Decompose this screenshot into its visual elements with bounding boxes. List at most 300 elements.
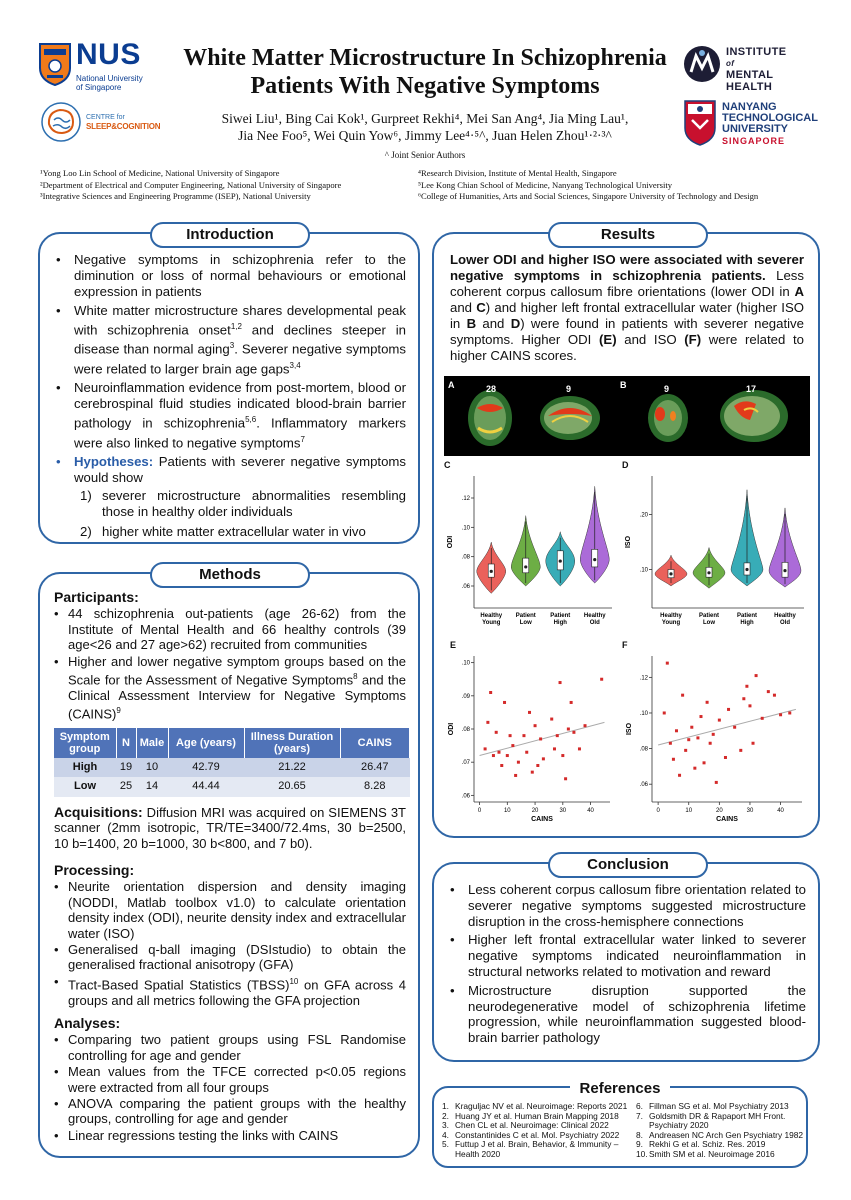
results-text-part: and ISO: [616, 332, 685, 347]
x-tick-label: 30: [746, 808, 754, 814]
figure-panel-e: [444, 638, 620, 824]
scatter-chart-odi: [444, 638, 620, 824]
x-tick-label: 0: [656, 808, 660, 814]
citation: 1,2: [230, 322, 242, 331]
reference-text: Smith SM et al. Neuroimage 2016: [649, 1148, 775, 1159]
x-tick-label: 40: [587, 808, 594, 814]
scatter-chart-iso: [622, 638, 812, 824]
y-tick-label: .10: [461, 525, 470, 532]
table-cell: 19: [116, 758, 136, 777]
table-header: N: [116, 728, 136, 758]
results-text: [450, 252, 804, 364]
demographics-table: [54, 728, 410, 797]
y-tick-label: .20: [639, 512, 648, 519]
intro-bullet: [52, 252, 406, 300]
conclusion-bullet: [446, 882, 806, 929]
violin-median: [783, 569, 786, 572]
x-tick-label: 20: [716, 808, 723, 814]
results-heading: Results: [548, 222, 708, 248]
violin-median: [669, 572, 672, 575]
scatter-point: [755, 674, 758, 677]
x-tick-label: Low: [519, 620, 532, 626]
reference-item: [636, 1112, 804, 1131]
intro-text: Negative symptoms in schizophrenia refer to the diminution or loss of normal behaviours or emotional expression in patients: [74, 252, 406, 299]
panel-label: D: [622, 460, 629, 470]
results-text-part: Less coherent corpus callosum fibre orientations (lower ODI in: [450, 268, 804, 299]
imh-logo-text: MENTAL HEALTH: [726, 69, 774, 93]
table-cell: 21.22: [244, 758, 340, 777]
table-cell: High: [54, 758, 116, 777]
scatter-point: [773, 694, 776, 697]
acquisitions-heading: Acquisitions:: [54, 803, 143, 820]
violin-median: [490, 570, 493, 573]
y-axis-label: ISO: [626, 722, 633, 736]
reference-number: 6.: [636, 1101, 643, 1111]
introduction-heading: Introduction: [150, 222, 310, 248]
nus-logo-subtext: of Singapore: [76, 83, 122, 92]
citation: 3,4: [289, 360, 301, 370]
scatter-point: [486, 721, 489, 724]
methods-bullet: [54, 974, 406, 1008]
scatter-point: [567, 728, 570, 731]
scatter-point: [706, 701, 709, 704]
y-axis-label: ODI: [447, 535, 454, 549]
scatter-point: [693, 767, 696, 770]
sleep-cognition-logo: [40, 100, 180, 148]
methods-bullet: [54, 1032, 406, 1063]
x-tick-label: Old: [589, 620, 600, 626]
affiliation: ⁴Research Division, Institute of Mental Health, Singapore: [418, 168, 617, 178]
methods-bullet: [54, 1128, 406, 1143]
methods-bullet: [54, 606, 406, 652]
scatter-point: [681, 694, 684, 697]
csc-logo-text: SLEEP&COGNITION: [86, 122, 161, 131]
x-tick-label: High: [553, 620, 567, 626]
scatter-point: [542, 757, 545, 760]
table-cell: 26.47: [340, 758, 410, 777]
x-tick-label: 10: [503, 808, 511, 814]
scatter-point: [663, 711, 666, 714]
y-tick-label: .09: [461, 693, 470, 700]
table-header: Symptom group: [54, 728, 116, 758]
table-cell: 8.28: [340, 777, 410, 796]
methods-text: Neurite orientation dispersion and density imaging (NODDI, Matlab toolbox v1.0) to calculate orientation density index (ODI), neurite density index and extracellular water (ISO): [68, 879, 406, 941]
hypotheses-label: Hypotheses:: [74, 453, 154, 469]
citation: 5,6: [245, 415, 257, 425]
x-tick-label: Young: [482, 620, 501, 626]
scatter-point: [666, 662, 669, 665]
author-list: [160, 110, 690, 144]
panel-ref: (F): [684, 332, 702, 347]
methods-text: Higher and lower negative symptom groups based on the Scale for the Assessment of Negative Symptoms: [68, 653, 406, 688]
intro-text: Patients with severer negative symptoms would show: [74, 453, 406, 485]
references-panel: [432, 1080, 808, 1168]
reference-text: Futtup J et al. Brain, Behavior, & Immunity – Health 2020: [455, 1139, 619, 1159]
results-text-part: were related to higher CAINS scores.: [450, 332, 804, 363]
violin-median: [707, 571, 710, 574]
scatter-point: [536, 764, 539, 767]
figure-panel-d: [622, 460, 812, 638]
ntu-logo: [684, 100, 818, 150]
authors-line: Jia Nee Foo⁵, Wei Quin Yow⁶, Jimmy Lee⁴·⁵^, Juan Helen Zhou¹·²·³^: [238, 128, 612, 143]
x-tick-label: Healthy: [660, 613, 682, 619]
intro-bullet-hypotheses: [52, 454, 406, 540]
scatter-point: [495, 731, 498, 734]
methods-panel: [38, 566, 420, 1158]
scatter-point: [748, 704, 751, 707]
x-tick-label: Patient: [550, 613, 571, 619]
ntu-logo-text: UNIVERSITY: [722, 123, 789, 135]
affiliation: ³Integrative Sciences and Engineering Programme (ISEP), National University: [40, 191, 311, 201]
references-column-right: [636, 1102, 804, 1160]
introduction-panel: [38, 226, 420, 544]
scatter-point: [534, 724, 537, 727]
conclusion-bullet: [446, 983, 806, 1046]
scatter-point: [678, 774, 681, 777]
scatter-point: [578, 747, 581, 750]
methods-bullet: [54, 942, 406, 973]
scatter-point: [509, 734, 512, 737]
reference-number: 3.: [442, 1120, 449, 1131]
ntu-logo-text: NANYANG: [722, 101, 777, 113]
conclusion-bullet: [446, 932, 806, 979]
participants-heading: Participants:: [54, 589, 139, 605]
panel-ref: C: [476, 300, 486, 315]
reference-text: Fillman SG et al. Mol Psychiatry 2013: [649, 1101, 789, 1111]
ntu-crest-icon: [684, 100, 716, 146]
scatter-point: [517, 761, 520, 764]
scatter-point: [564, 777, 567, 780]
y-tick-label: .06: [461, 584, 470, 590]
scatter-point: [761, 717, 764, 720]
scatter-point: [522, 734, 525, 737]
y-tick-label: .07: [461, 760, 470, 767]
figure-panel-c: [444, 460, 620, 638]
poster-title: [160, 44, 690, 100]
methods-text: on GFA across 4 groups and all metrics following the GFA projection: [68, 977, 407, 1008]
brain-label: 17: [746, 384, 757, 394]
scatter-point: [600, 678, 603, 681]
hypothesis-text: higher white matter extracellular water in vivo: [102, 523, 366, 539]
table-cell: 44.44: [168, 777, 244, 796]
x-tick-label: 10: [685, 808, 693, 814]
conclusion-text: Higher left frontal extracellular water linked to severer negative symptoms indicated neuroinflammation in structural networks related to motivation and reward: [468, 932, 806, 979]
y-tick-label: .08: [639, 746, 648, 753]
violin-median: [745, 568, 748, 571]
x-tick-label: 30: [559, 808, 567, 814]
violin-median: [524, 565, 527, 568]
hypotheses-list: [74, 488, 406, 540]
table-cell: 20.65: [244, 777, 340, 796]
results-text-part: ) were found in patients with severer negative symptoms. Higher ODI: [450, 316, 804, 347]
brain-label: 9: [566, 384, 572, 394]
x-tick-label: Old: [780, 620, 790, 626]
citation: 8: [353, 672, 358, 682]
brain-label: B: [620, 380, 627, 390]
scatter-point: [584, 724, 587, 727]
methods-bullet: [54, 1096, 406, 1127]
regression-line: [658, 709, 796, 745]
methods-text: 44 schizophrenia out-patients (age 26-62) from the Institute of Mental Health and 66 healthy controls (39 age<26 and 27 age>62) recruited from communities: [68, 606, 406, 653]
hypothesis-number: 1): [80, 487, 92, 503]
conclusion-text: Microstructure disruption supported the neurodegenerative model of schizophrenia lifetime progression, while neuroinflammation suggested blood-brain barrier pathology: [468, 982, 806, 1046]
scatter-point: [718, 719, 721, 722]
scatter-point: [779, 713, 782, 716]
reference-text: Huang JY et al. Human Brain Mapping 2018: [455, 1110, 619, 1121]
x-tick-label: High: [740, 620, 754, 626]
panel-label: C: [444, 460, 451, 470]
x-axis-label: CAINS: [531, 816, 553, 823]
methods-text: Comparing two patient groups using FSL Randomise controlling for age and gender: [68, 1032, 406, 1063]
imh-logo: [682, 42, 812, 92]
scatter-point: [559, 681, 562, 684]
x-tick-label: 20: [531, 808, 539, 814]
scatter-point: [506, 754, 509, 757]
scatter-point: [572, 731, 575, 734]
scatter-point: [489, 691, 492, 694]
results-lead: Lower ODI and higher ISO were associated with severer negative symptoms in schizophrenia patients.: [450, 252, 804, 283]
results-text-part: ) and higher left frontal extracellular water (higher ISO in: [450, 300, 804, 331]
reference-number: 8.: [636, 1129, 643, 1140]
scatter-point: [525, 751, 528, 754]
methods-text: ANOVA comparing the patient groups with the healthy groups, controlling for age and gender: [68, 1095, 406, 1127]
citation: 3: [229, 341, 235, 351]
x-axis-label: CAINS: [716, 816, 738, 823]
y-axis-label: ISO: [625, 535, 632, 549]
scatter-point: [752, 742, 755, 745]
title-line: Patients With Negative Symptoms: [250, 73, 600, 99]
ntu-logo-text: SINGAPORE: [722, 136, 786, 146]
hypothesis-text: severer microstructure abnormalities resembling those in healthy older individuals: [102, 487, 406, 519]
ntu-logo-text: TECHNOLOGICAL: [722, 112, 818, 124]
affiliation: ⁶College of Humanities, Arts and Social Sciences, Singapore University of Technology and Design: [418, 191, 759, 201]
intro-text: and declines steeper in disease than normal aging: [74, 322, 407, 357]
intro-text: . Inflammatory markers were also linked to negative symptoms: [74, 415, 406, 450]
intro-bullet: [52, 303, 406, 377]
conclusion-text: Less coherent corpus callosum fibre orientation related to severer negative symptoms suggested microstructure disruption in the cross-hemisphere connections: [468, 882, 806, 929]
conclusion-body: [446, 882, 806, 1049]
x-tick-label: Patient: [698, 613, 720, 619]
conclusion-panel: [432, 856, 820, 1062]
panel-ref: B: [466, 316, 477, 331]
x-tick-label: Young: [661, 620, 681, 626]
x-tick-label: Low: [703, 620, 715, 626]
table-header: CAINS: [340, 728, 410, 758]
reference-text: Rekhi G et al. Schiz. Res. 2019: [649, 1139, 766, 1150]
table-row: [54, 758, 410, 777]
hypothesis-number: 2): [80, 523, 92, 539]
scatter-point: [511, 744, 514, 747]
x-tick-label: Healthy: [583, 613, 606, 619]
title-line: White Matter Microstructure In Schizophrenia: [183, 45, 667, 71]
citation: 7: [300, 434, 305, 444]
references-column-left: [442, 1102, 632, 1160]
scatter-point: [492, 754, 495, 757]
scatter-point: [550, 718, 553, 721]
reference-item: [636, 1150, 804, 1160]
affiliation: ⁵Lee Kong Chian School of Medicine, Nanyang Technological University: [418, 179, 673, 190]
reference-item: [442, 1140, 632, 1159]
brain-label: 9: [664, 384, 670, 394]
y-tick-label: .10: [639, 710, 648, 717]
table-cell: 42.79: [168, 758, 244, 777]
panel-ref: D: [510, 316, 521, 331]
table-cell: 10: [136, 758, 168, 777]
scatter-point: [742, 697, 745, 700]
affiliation: ²Department of Electrical and Computer Engineering, National University of Singapore: [40, 179, 342, 190]
brain-logo-icon: [40, 100, 82, 144]
y-tick-label: .12: [461, 496, 470, 502]
scatter-point: [788, 711, 791, 714]
hypothesis-item: [80, 524, 406, 540]
scatter-point: [570, 701, 573, 704]
y-tick-label: .10: [639, 567, 648, 574]
scatter-point: [497, 751, 500, 754]
panel-ref: A: [794, 284, 804, 299]
scatter-point: [539, 737, 542, 740]
scatter-point: [561, 754, 564, 757]
violin-median: [559, 559, 562, 562]
scatter-point: [556, 734, 559, 737]
scatter-point: [745, 685, 748, 688]
reference-number: 10.: [636, 1148, 648, 1159]
affiliation: ¹Yong Loo Lin School of Medicine, National University of Singapore: [40, 168, 280, 178]
methods-text: Tract-Based Spatial Statistics (TBSS): [68, 977, 290, 993]
hypothesis-item: [80, 488, 406, 520]
panel-label: E: [450, 640, 457, 650]
references-heading: References: [434, 1080, 806, 1097]
scatter-point: [703, 761, 706, 764]
joint-authors-note: ^ Joint Senior Authors: [384, 150, 466, 160]
methods-bullet: [54, 879, 406, 941]
scatter-point: [484, 747, 487, 750]
reference-text: Chen CL et al. Neuroimage: Clinical 2022: [455, 1120, 609, 1131]
scatter-point: [503, 701, 506, 704]
scatter-point: [553, 747, 556, 750]
x-tick-label: Healthy: [480, 613, 503, 619]
methods-heading: Methods: [150, 562, 310, 588]
x-tick-label: Patient: [515, 613, 536, 619]
methods-text: Mean values from the TFCE corrected p<0.05 regions were extracted from all four groups: [68, 1064, 406, 1095]
conclusion-heading: Conclusion: [548, 852, 708, 878]
nus-logo-text: NUS: [76, 38, 141, 71]
analyses-heading: Analyses:: [54, 1014, 121, 1031]
table-header: Age (years): [168, 728, 244, 758]
imh-emblem-icon: [682, 44, 722, 84]
x-tick-label: Healthy: [774, 613, 796, 619]
scatter-point: [709, 742, 712, 745]
nus-crest-icon: [38, 42, 72, 86]
x-tick-label: 0: [477, 808, 482, 814]
violin-chart-odi: [444, 460, 620, 638]
scatter-point: [699, 715, 702, 718]
affiliations-right: [418, 168, 818, 203]
nus-logo-subtext: National University: [76, 74, 143, 83]
y-tick-label: .08: [461, 727, 470, 733]
methods-text: Generalised q-ball imaging (DSIstudio) to obtain the generalised fractional anisotropy (GFA): [68, 941, 406, 973]
reference-text: Constantinides C et al. Mol. Psychiatry 2022: [455, 1129, 620, 1140]
y-axis-label: ODI: [448, 722, 455, 736]
methods-text: Diffusion MRI was acquired on SIEMENS 3T scanner (2mm isotropic, TR/TE=3400/72.4ms, 30 b=2500, 10 b=1400, 20 b=1000, 30 b<800, and 7 b0).: [54, 804, 406, 851]
y-tick-label: .12: [639, 675, 648, 682]
figure-panel-f: [622, 638, 812, 824]
affiliations-left: [40, 168, 410, 203]
table-header: Illness Duration (years): [244, 728, 340, 758]
brain-label: A: [448, 380, 455, 390]
methods-bullet: [54, 654, 406, 722]
authors-line: Siwei Liu¹, Bing Cai Kok¹, Gurpreet Rekhi⁴, Mei San Ang⁴, Jia Ming Lau¹,: [221, 111, 629, 126]
scatter-point: [672, 758, 675, 761]
introduction-body: [52, 252, 406, 544]
y-tick-label: .06: [639, 782, 648, 789]
methods-bullet: [54, 1064, 406, 1095]
reference-number: 1.: [442, 1101, 449, 1111]
table-row: [54, 777, 410, 796]
scatter-point: [687, 738, 690, 741]
scatter-point: [528, 711, 531, 714]
intro-text: . Severer negative symptoms were related to larger brain age gaps: [74, 341, 406, 377]
scatter-point: [712, 733, 715, 736]
methods-text: and the Clinical Assessment Interview for Negative Symptoms (CAINS): [68, 672, 406, 722]
panel-ref: (E): [599, 332, 617, 347]
citation: 9: [116, 706, 121, 716]
methods-body: [54, 584, 406, 1144]
scatter-point: [684, 749, 687, 752]
scatter-point: [690, 726, 693, 729]
scatter-point: [514, 774, 517, 777]
citation: 10: [289, 976, 299, 986]
table-header-row: [54, 728, 410, 758]
reference-number: 9.: [636, 1139, 643, 1150]
reference-text: Kraguljac NV et al. Neuroimage: Reports 2021: [455, 1101, 628, 1111]
scatter-point: [767, 690, 770, 693]
intro-text: Neuroinflammation evidence from post-mortem, blood or cerebrospinal fluid studies indicated blood-brain barrier pathology in schizophrenia: [74, 380, 406, 431]
x-tick-label: Patient: [736, 613, 758, 619]
intro-bullet: [52, 380, 406, 451]
x-tick-label: 40: [777, 808, 784, 814]
results-text-part: and: [476, 316, 511, 331]
scatter-point: [531, 771, 534, 774]
scatter-point: [715, 781, 718, 784]
scatter-point: [500, 764, 503, 767]
scatter-point: [733, 726, 736, 729]
scatter-point: [669, 742, 672, 745]
reference-number: 4.: [442, 1129, 449, 1140]
imh-logo-text: INSTITUTE: [726, 46, 787, 58]
reference-text: Andreasen NC Arch Gen Psychiatry 1982: [649, 1129, 804, 1140]
violin-chart-iso: [622, 460, 812, 638]
scatter-point: [696, 736, 699, 739]
reference-number: 5.: [442, 1139, 449, 1150]
intro-text: White matter microstructure shares developmental peak with schizophrenia onset: [74, 303, 406, 338]
brain-label: 28: [486, 384, 497, 394]
results-text-part: and: [450, 300, 477, 315]
reference-number: 7.: [636, 1110, 643, 1121]
table-cell: 25: [116, 777, 136, 796]
violin-median: [593, 558, 596, 561]
y-tick-label: .08: [461, 554, 470, 561]
scatter-point: [724, 756, 727, 759]
scatter-point: [675, 729, 678, 732]
nus-logo: [38, 38, 150, 92]
y-tick-label: .10: [461, 660, 470, 667]
brain-images: [444, 376, 810, 456]
table-cell: Low: [54, 777, 116, 796]
methods-text: Linear regressions testing the links with CAINS: [68, 1127, 339, 1143]
panel-label: F: [622, 640, 628, 650]
table-cell: 14: [136, 777, 168, 796]
reference-text: Goldsmith DR & Rapaport MH Front. Psychiatry 2020: [649, 1110, 786, 1131]
